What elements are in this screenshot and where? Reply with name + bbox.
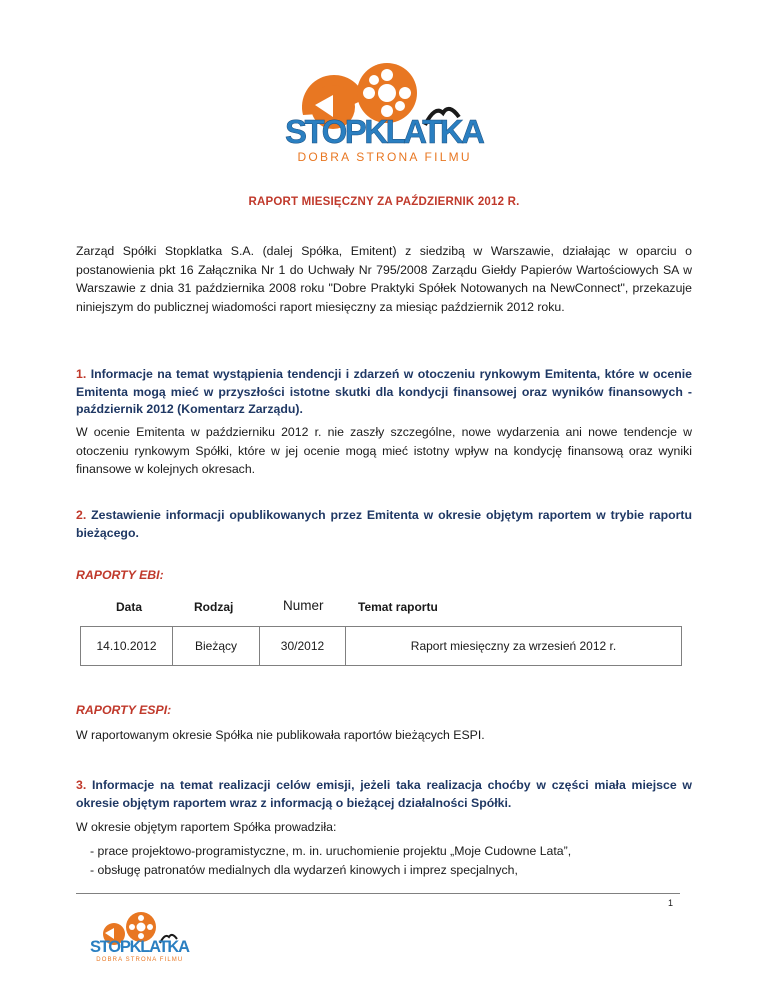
table-header-type: Rodzaj xyxy=(194,600,234,614)
table-cell-subject: Raport miesięczny za wrzesień 2012 r. xyxy=(410,639,617,653)
section-2-heading-text: Zestawienie informacji opublikowanych przez Emitenta w okresie objętym raportem w trybie raportu bieżącego. xyxy=(76,508,692,540)
espi-label: RAPORTY ESPI: xyxy=(76,703,172,717)
footer-logo-wordmark: STOPKLATKA xyxy=(90,938,190,956)
section-1-number: 1. xyxy=(76,367,87,381)
section-2-number: 2. xyxy=(76,508,87,522)
list-item: - prace projektowo-programistyczne, m. in. uruchomienie projektu „Moje Cudowne Lata”, xyxy=(90,844,572,858)
logo-tagline: DOBRA STRONA FILMU xyxy=(297,150,473,164)
intro-paragraph: Zarząd Spółki Stopklatka S.A. (dalej Spółka, Emitent) z siedzibą w Warszawie, działając w oparciu o postanowienia pkt 16 Załącznika Nr 1 do Uchwały Nr 795/2008 Zarządu Giełdy Papierów Wartościowych SA w Warszawie z dnia 31 października 2008 roku "Dobre Praktyki Spółek Notowanych na NewConnect", przekazuje niniejszym do publicznej wiadomości raport miesięczny za miesiąc październik 2012 roku. xyxy=(76,244,692,314)
table-header-number: Numer xyxy=(283,598,324,613)
section-3-heading-text: Informacje na temat realizacji celów emisji, jeżeli taka realizacja choćby w części miała miejsce w okresie objętym raportem wraz z informacją o bieżącej działalności Spółki. xyxy=(76,778,692,810)
report-title: RAPORT MIESIĘCZNY ZA PAŹDZIERNIK 2012 R. xyxy=(248,196,520,208)
espi-text: W raportowanym okresie Spółka nie publikowała raportów bieżących ESPI. xyxy=(76,728,485,742)
section-3-heading xyxy=(76,777,692,812)
table-header-subject: Temat raportu xyxy=(358,600,438,614)
logo-wordmark: STOPKLATKA xyxy=(285,113,485,150)
page-number: 1 xyxy=(668,898,674,908)
ebi-report-table xyxy=(80,626,682,666)
footer-logo xyxy=(84,908,196,964)
list-item: - obsługę patronatów medialnych dla wydarzeń kinowych i imprez specjalnych, xyxy=(90,862,518,877)
section-3-body: W okresie objętym raportem Spółka prowadziła: xyxy=(76,820,337,834)
table-cell-type: Bieżący xyxy=(173,627,260,665)
section-1-heading-text: Informacje na temat wystąpienia tendencji i zdarzeń w otoczeniu rynkowym Emitenta, które w ocenie Emitenta mogą mieć w przyszłości istotne skutki dla kondycji finansowej oraz wyników finansowych - październik 2012 (Komentarz Zarządu). xyxy=(76,367,692,416)
section-1-body: W ocenie Emitenta w październiku 2012 r. nie zaszły szczególne, nowe wydarzenia ani nowe tendencje w otoczeniu rynkowym Spółki, które w jej ocenie mogą mieć istotny wpływ na kondycję finansową oraz wyniki finansowe w kolejnych okresach. xyxy=(76,425,692,476)
section-1-heading xyxy=(76,366,692,419)
stopklatka-logo xyxy=(275,55,495,167)
table-cell-date: 14.10.2012 xyxy=(81,627,173,665)
table-header-date: Data xyxy=(116,600,143,614)
footer-logo-tagline: DOBRA STRONA FILMU xyxy=(96,957,184,963)
table-cell-number: 30/2012 xyxy=(260,627,346,665)
activity-list xyxy=(90,842,571,879)
ebi-label: RAPORTY EBI: xyxy=(76,568,164,582)
footer-divider xyxy=(76,893,680,894)
section-3-number: 3. xyxy=(76,778,87,792)
section-2-heading xyxy=(76,507,692,542)
